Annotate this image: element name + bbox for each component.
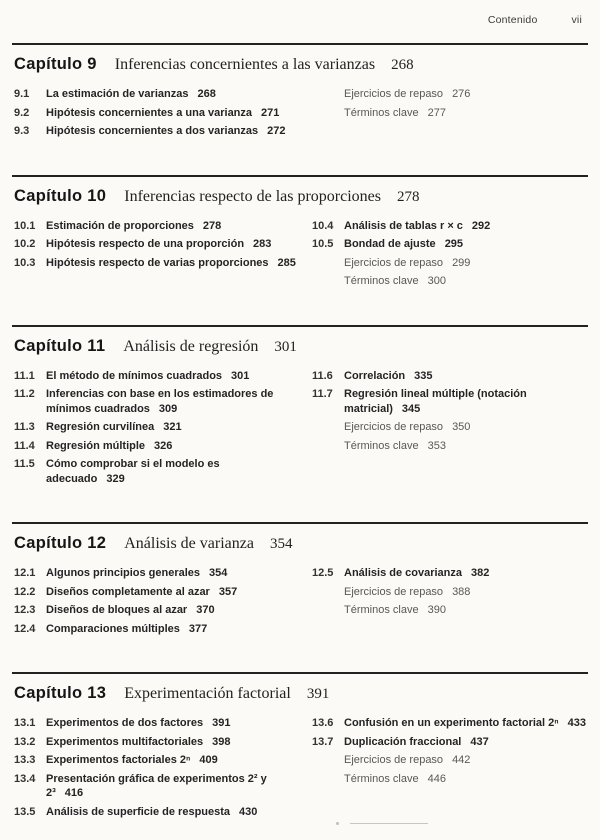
chapter-label: Capítulo 11 — [14, 336, 106, 355]
section-number: 10.5 — [312, 238, 334, 251]
section-title: La estimación de varianzas — [46, 88, 189, 100]
section-title: Diseños completamente al azar — [46, 585, 210, 598]
section-text — [46, 805, 257, 820]
section-title: Análisis de superficie de respuesta — [46, 805, 231, 818]
section-page-number: 382 — [471, 567, 490, 580]
section-page-number: 268 — [197, 88, 216, 100]
section-number: 12.2 — [14, 585, 36, 598]
toc-entry — [312, 585, 588, 600]
section-page-number: 345 — [401, 402, 421, 415]
section-title: Ejercicios de repaso — [344, 421, 444, 434]
section-text — [46, 420, 182, 435]
chapter-title: Análisis de varianza — [124, 535, 254, 553]
chapter-columns — [12, 566, 588, 640]
right-column — [312, 87, 588, 143]
toc-entry — [312, 753, 588, 768]
toc-entry — [14, 716, 296, 731]
section-title: Ejercicios de repaso — [344, 256, 444, 269]
toc-entry — [312, 566, 588, 581]
section-page-number: 409 — [199, 754, 218, 767]
section-text — [344, 772, 446, 787]
toc-entry — [312, 772, 588, 787]
section-number: 13.3 — [14, 754, 36, 767]
section-number — [312, 420, 344, 435]
chapter-heading — [14, 55, 588, 74]
section-number — [312, 772, 344, 787]
section-text — [344, 256, 470, 271]
section-number: 11.7 — [312, 388, 333, 401]
left-column — [14, 369, 296, 491]
left-column — [14, 219, 296, 293]
folio-page-number: vii — [571, 14, 582, 26]
toc-entry — [312, 439, 588, 454]
section-text — [46, 369, 249, 384]
section-title: Hipótesis respecto de una proporción — [46, 238, 245, 251]
chapter-columns — [12, 369, 588, 491]
right-column — [312, 369, 588, 491]
section-text — [46, 585, 237, 600]
section-title: Experimentos multifactoriales — [46, 735, 204, 748]
toc-entry — [14, 420, 296, 435]
toc-entry — [312, 87, 588, 102]
toc-entry — [14, 219, 296, 234]
chapter-block — [12, 175, 588, 293]
section-title: Hipótesis concernientes a dos varianzas — [46, 125, 259, 138]
section-number — [312, 439, 344, 454]
chapter-title: Inferencias concernientes a las varianzas — [114, 56, 376, 73]
section-title: Términos clave — [344, 772, 419, 785]
section-page-number: 398 — [212, 735, 231, 748]
section-title: Experimentos factoriales 2ⁿ — [46, 754, 191, 767]
section-title: Algunos principios generales — [46, 567, 201, 580]
section-page-number: 370 — [196, 604, 215, 617]
section-text — [46, 716, 230, 731]
chapter-page-number: 301 — [274, 338, 297, 355]
chapter-columns — [12, 716, 588, 823]
section-page-number: 326 — [154, 439, 173, 452]
section-number: 10.3 — [14, 256, 36, 269]
section-title: Hipótesis concernientes a una varianza — [46, 106, 253, 119]
chapter-columns — [12, 87, 588, 143]
section-page-number: 391 — [212, 717, 231, 730]
section-title: Cómo comprobar si el modelo es adecuado — [46, 458, 220, 485]
section-page-number: 430 — [239, 805, 258, 818]
section-text — [344, 219, 490, 234]
section-text — [46, 387, 296, 416]
toc-entry — [312, 369, 588, 384]
chapter-block — [12, 43, 588, 143]
section-page-number: 335 — [414, 369, 433, 382]
toc-entry — [312, 735, 588, 750]
section-text — [46, 735, 230, 750]
section-text — [344, 585, 470, 600]
section-title: Diseños de bloques al azar — [46, 604, 188, 617]
section-title: Bondad de ajuste — [344, 238, 436, 251]
section-text — [46, 603, 215, 618]
section-title: Regresión curvilínea — [46, 421, 155, 434]
section-number: 11.4 — [14, 439, 35, 452]
section-title: Términos clave — [344, 106, 419, 119]
chapter-heading — [14, 187, 588, 206]
section-text — [344, 369, 433, 384]
toc-entry — [14, 457, 296, 486]
chapter-page-number: 354 — [269, 536, 293, 553]
toc-entry — [14, 622, 296, 637]
section-page-number: 437 — [470, 735, 489, 748]
section-number: 9.1 — [14, 88, 30, 100]
toc-entry — [14, 735, 296, 750]
toc-entry — [14, 106, 296, 121]
section-page-number: 299 — [452, 256, 471, 269]
section-title: Experimentos de dos factores — [46, 717, 204, 730]
page-header — [12, 14, 588, 26]
toc-entry — [14, 237, 296, 252]
section-title: Regresión múltiple — [46, 439, 146, 452]
section-number: 13.1 — [14, 717, 36, 730]
section-page-number: 377 — [188, 622, 208, 635]
section-number: 13.6 — [312, 717, 334, 730]
section-number: 11.5 — [14, 458, 35, 471]
section-text — [344, 87, 470, 102]
section-text — [344, 735, 489, 750]
right-column — [312, 219, 588, 293]
section-page-number: 292 — [471, 219, 491, 232]
section-page-number: 300 — [427, 275, 446, 288]
chapter-title: Análisis de regresión — [123, 337, 259, 355]
section-page-number: 295 — [444, 238, 464, 251]
section-text — [344, 716, 586, 731]
toc-entry — [312, 237, 588, 252]
section-page-number: 301 — [231, 369, 250, 382]
scan-artifact — [350, 823, 428, 824]
section-title: Ejercicios de repaso — [344, 754, 444, 767]
chapter-block — [12, 672, 588, 823]
section-title: Correlación — [344, 369, 406, 382]
section-page-number: 350 — [452, 421, 471, 434]
section-page-number: 354 — [209, 567, 228, 580]
section-text — [344, 420, 470, 435]
section-number — [312, 753, 344, 768]
section-text — [46, 457, 296, 486]
section-text — [344, 566, 489, 581]
chapter-label: Capítulo 9 — [14, 55, 97, 73]
section-text — [344, 106, 446, 121]
toc-entry — [312, 219, 588, 234]
section-number — [312, 585, 344, 600]
section-number: 12.4 — [14, 622, 36, 635]
section-page-number: 433 — [567, 717, 586, 730]
section-page-number: 446 — [427, 772, 446, 785]
section-page-number: 321 — [163, 421, 182, 434]
section-number: 10.2 — [14, 238, 36, 251]
right-column — [312, 716, 588, 823]
section-number — [312, 603, 344, 618]
toc-entry — [312, 106, 588, 121]
section-text — [46, 439, 172, 454]
section-text — [344, 387, 588, 416]
toc-entry — [14, 772, 296, 801]
section-page-number: 278 — [202, 219, 222, 232]
section-title: Confusión en un experimento factorial 2ⁿ — [344, 717, 559, 730]
section-number: 13.2 — [14, 735, 36, 748]
section-page-number: 272 — [267, 125, 286, 138]
section-page-number: 416 — [64, 787, 84, 800]
toc-entry — [14, 87, 296, 102]
section-title: Inferencias con base en los estimadores de mínimos cuadrados — [46, 388, 274, 415]
toc-entry — [312, 716, 588, 731]
section-title: Duplicación fraccional — [344, 735, 462, 748]
section-page-number: 283 — [253, 238, 272, 251]
section-page-number: 390 — [427, 604, 446, 617]
chapter-heading — [14, 684, 588, 703]
toc-entry — [14, 256, 296, 271]
section-text — [46, 219, 221, 234]
section-number: 13.5 — [14, 805, 36, 818]
chapter-label: Capítulo 10 — [14, 186, 107, 205]
toc-entry — [312, 274, 588, 289]
right-column — [312, 566, 588, 640]
section-page-number: 285 — [277, 256, 296, 269]
section-number — [312, 87, 344, 102]
section-page-number: 271 — [261, 106, 280, 119]
left-column — [14, 716, 296, 823]
section-number: 10.1 — [14, 219, 36, 232]
section-number: 9.3 — [14, 125, 30, 138]
section-title: Presentación gráfica de experimentos 2² y 2³ — [46, 772, 267, 800]
section-title: Términos clave — [344, 604, 419, 617]
section-page-number: 388 — [452, 585, 471, 598]
section-text — [46, 566, 227, 581]
section-title: Ejercicios de repaso — [344, 88, 444, 100]
toc-entry — [14, 369, 296, 384]
toc-entry — [312, 387, 588, 416]
section-text — [344, 753, 470, 768]
toc-entry — [14, 439, 296, 454]
section-title: El método de mínimos cuadrados — [46, 369, 223, 382]
toc-entry — [14, 566, 296, 581]
chapter-heading — [14, 534, 588, 553]
toc-entry — [14, 805, 296, 820]
section-page-number: 277 — [427, 106, 446, 119]
section-text — [46, 622, 207, 637]
chapter-page-number: 278 — [397, 188, 420, 205]
toc-entry — [312, 420, 588, 435]
section-text — [344, 237, 463, 252]
toc-entry — [14, 387, 296, 416]
chapter-page-number: 268 — [391, 57, 414, 73]
section-title: Análisis de covarianza — [344, 567, 462, 580]
chapter-label: Capítulo 13 — [14, 684, 107, 703]
section-text — [46, 772, 296, 801]
section-number: 10.4 — [312, 219, 334, 232]
section-number: 11.1 — [14, 369, 35, 382]
running-head: Contenido — [487, 14, 538, 26]
section-text — [46, 256, 296, 271]
section-page-number: 329 — [106, 472, 125, 485]
section-text — [46, 753, 218, 768]
chapter-block — [12, 325, 588, 491]
section-number: 12.1 — [14, 567, 36, 580]
section-title: Hipótesis respecto de varias proporciones — [46, 256, 269, 269]
section-number: 11.2 — [14, 388, 35, 401]
section-title: Estimación de proporciones — [46, 219, 194, 232]
section-number — [312, 106, 344, 121]
section-title: Términos clave — [344, 439, 419, 452]
section-page-number: 353 — [427, 439, 446, 452]
section-page-number: 309 — [158, 402, 178, 415]
section-page-number: 442 — [452, 754, 471, 767]
toc-entry — [14, 753, 296, 768]
section-text — [46, 124, 286, 139]
section-number: 12.5 — [312, 567, 334, 580]
section-title: Términos clave — [344, 275, 419, 288]
left-column — [14, 87, 296, 143]
section-number: 13.7 — [312, 735, 334, 748]
toc-entry — [312, 603, 588, 618]
section-title: Análisis de tablas r × c — [344, 219, 463, 232]
chapter-heading — [14, 337, 588, 356]
chapter-label: Capítulo 12 — [14, 534, 107, 553]
section-title: Regresión lineal múltiple (notación matricial) — [344, 388, 527, 415]
toc-entry — [14, 585, 296, 600]
section-number — [312, 256, 344, 271]
section-text — [344, 274, 446, 289]
left-column — [14, 566, 296, 640]
section-page-number: 276 — [452, 88, 471, 100]
section-title: Ejercicios de repaso — [344, 585, 444, 598]
section-text — [46, 106, 279, 121]
section-text — [344, 603, 446, 618]
section-number: 11.3 — [14, 421, 35, 434]
chapter-title: Inferencias respecto de las proporciones — [124, 187, 382, 205]
chapter-title: Experimentación factorial — [124, 685, 291, 703]
section-number: 9.2 — [14, 106, 30, 119]
toc-entry — [14, 603, 296, 618]
section-number: 12.3 — [14, 604, 36, 617]
section-number: 13.4 — [14, 772, 36, 785]
chapter-columns — [12, 219, 588, 293]
section-text — [46, 237, 271, 252]
chapter-block — [12, 522, 588, 640]
chapter-page-number: 391 — [306, 686, 330, 703]
toc-entry — [14, 124, 296, 139]
section-text — [46, 87, 216, 102]
section-page-number: 357 — [218, 585, 238, 598]
table-of-contents — [12, 43, 588, 823]
section-number: 11.6 — [312, 369, 333, 382]
section-title: Comparaciones múltiples — [46, 622, 180, 635]
section-text — [344, 439, 446, 454]
toc-entry — [312, 256, 588, 271]
section-number — [312, 274, 344, 289]
